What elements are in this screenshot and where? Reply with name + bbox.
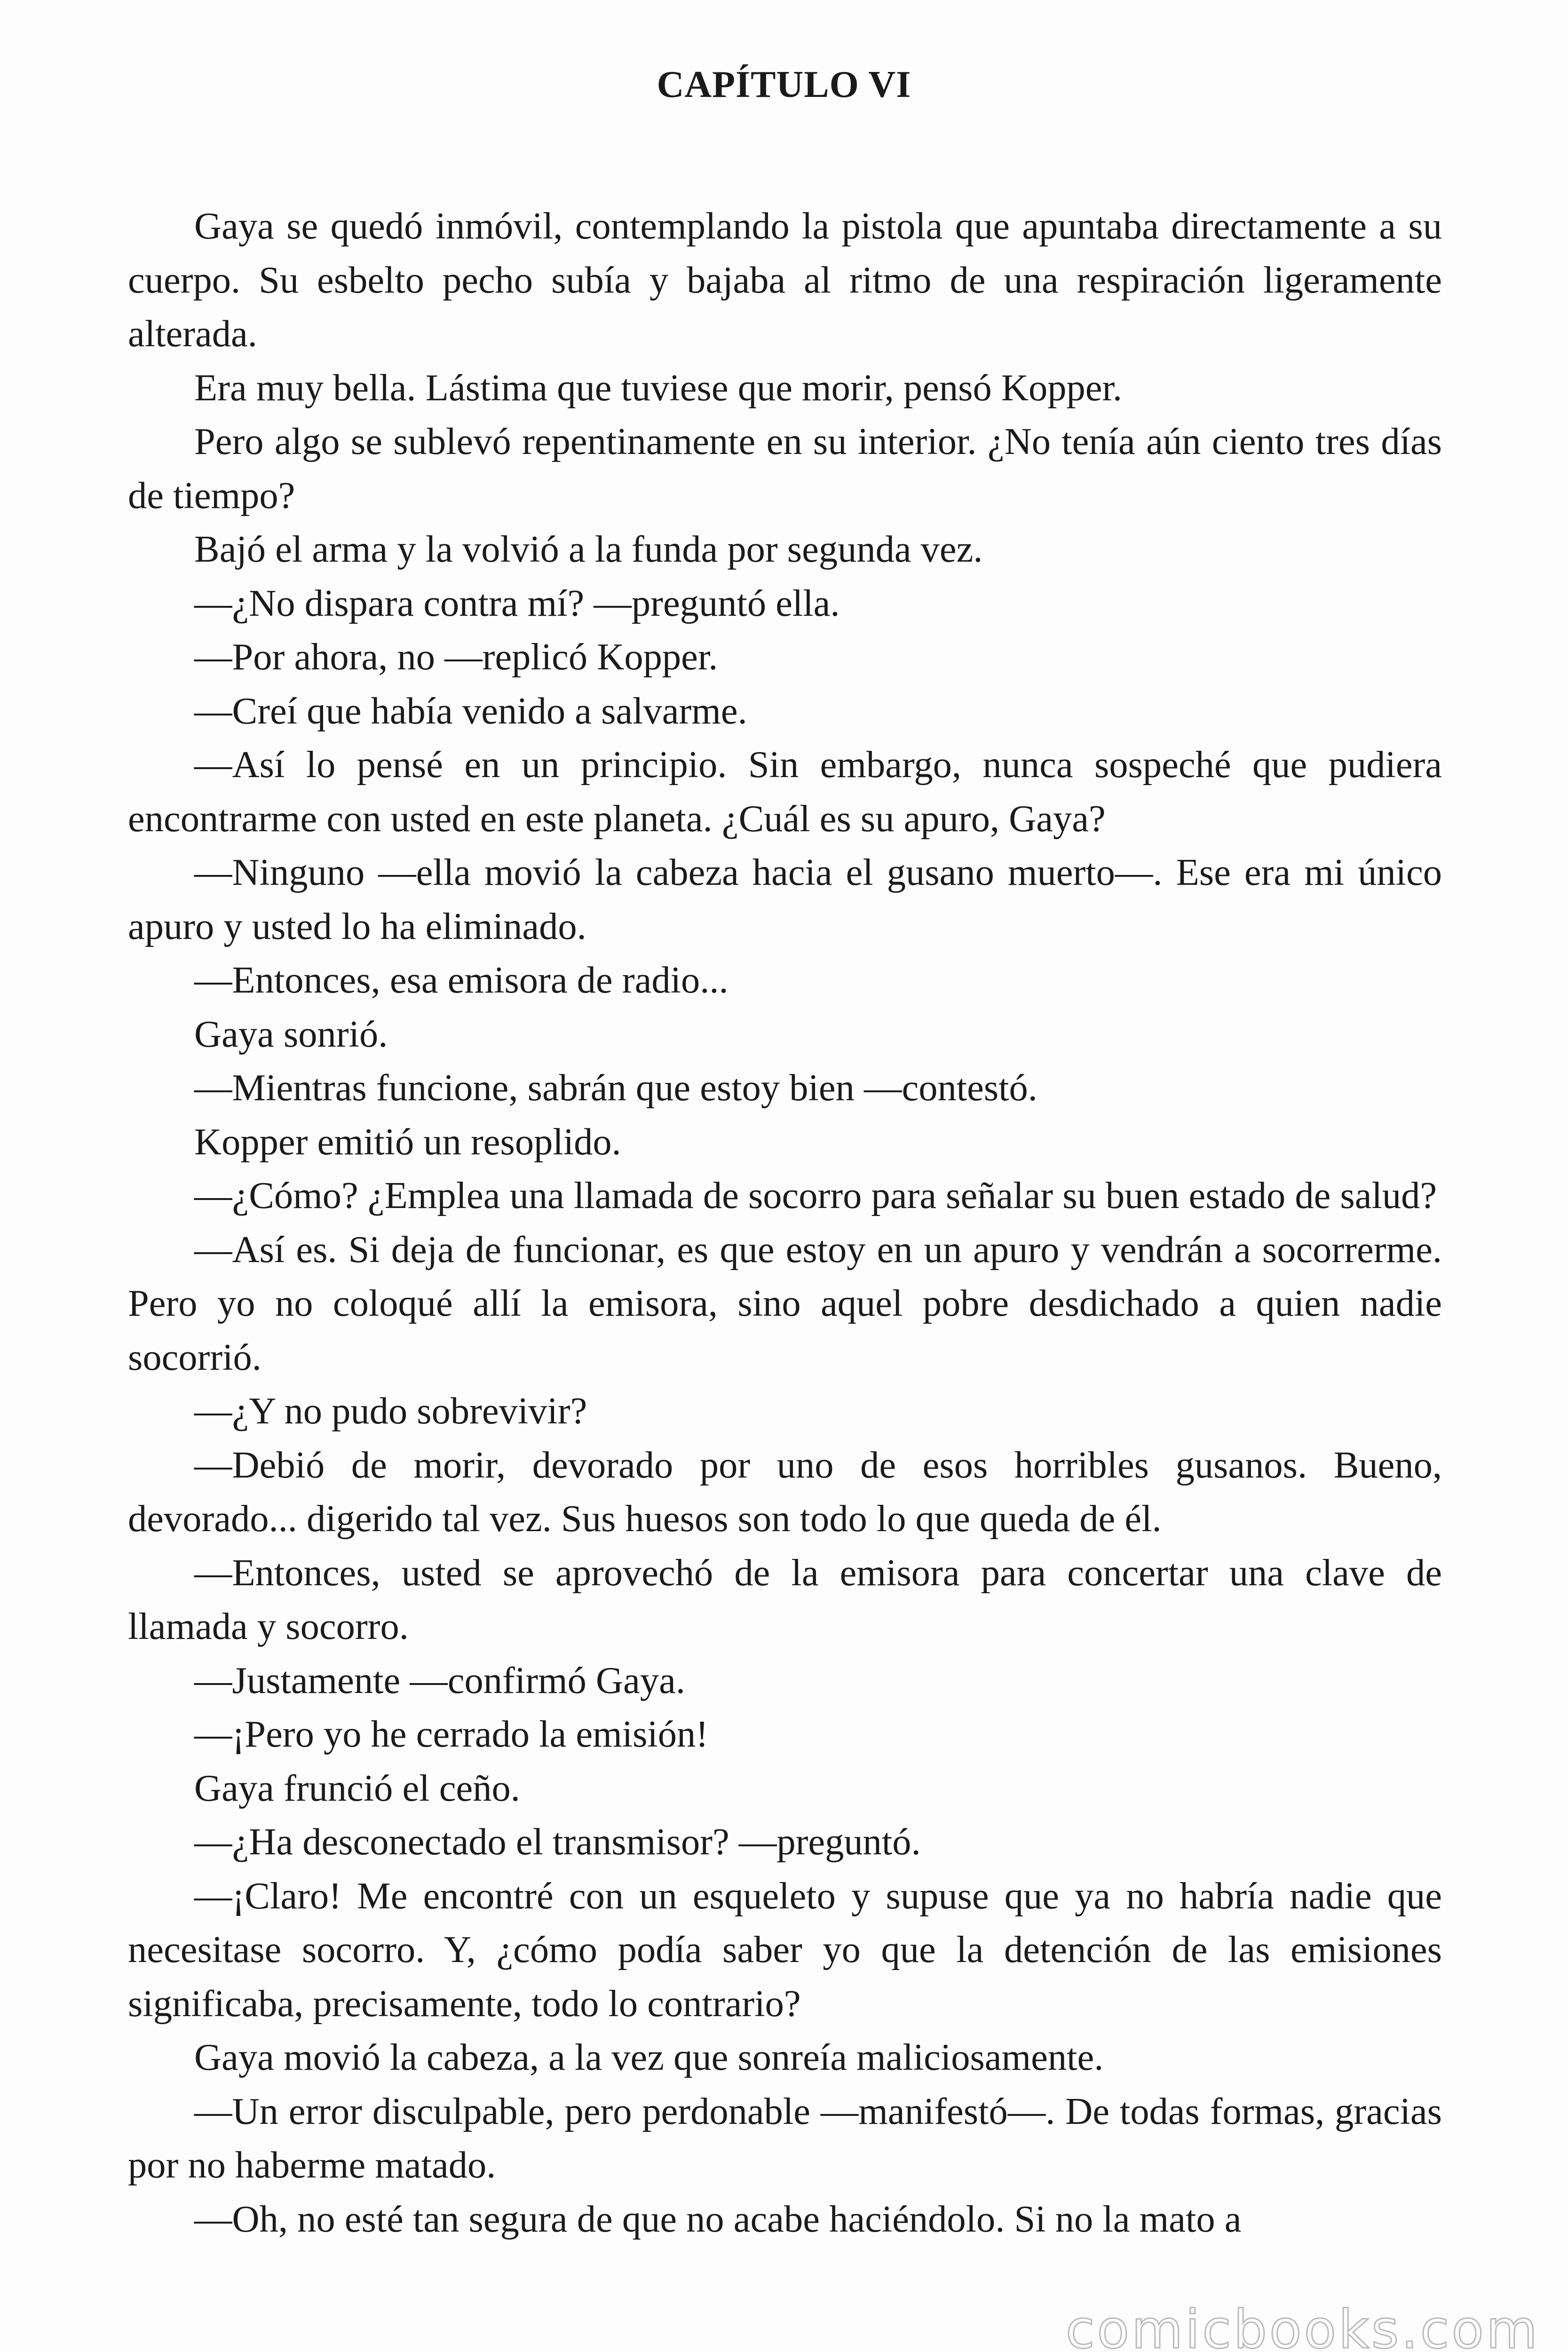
paragraph: Era muy bella. Lástima que tuviese que morir, pensó Kopper. xyxy=(194,366,1122,409)
paragraph: —Debió de morir, devorado por uno de esos horribles gusanos. Bueno, devorado... digerido tal vez. Sus huesos son todo lo que queda de él. xyxy=(128,1444,1442,1540)
paragraph: Gaya se quedó inmóvil, contemplando la pistola que apuntaba directamente a su cuerpo. Su esbelto pecho subía y bajaba al ritmo de una respiración ligeramente alterada. xyxy=(128,205,1442,355)
chapter-title: CAPÍTULO VI xyxy=(657,64,911,105)
paragraph: —¿Y no pudo sobrevivir? xyxy=(194,1390,587,1432)
paragraph: —Mientras funcione, sabrán que estoy bien —contestó. xyxy=(194,1067,1037,1109)
paragraph: Pero algo se sublevó repentinamente en su interior. ¿No tenía aún ciento tres días de tiempo? xyxy=(128,421,1442,516)
paragraph: —Entonces, esa emisora de radio... xyxy=(194,959,729,1001)
paragraph: —¡Pero yo he cerrado la emisión! xyxy=(194,1713,709,1755)
paragraph: —Creí que había venido a salvarme. xyxy=(194,690,747,732)
paragraph: —¿Ha desconectado el transmisor? —preguntó. xyxy=(194,1821,921,1863)
paragraph: —¡Claro! Me encontré con un esqueleto y supuse que ya no habría nadie que necesitase socorro. Y, ¿cómo podía saber yo que la detención de las emisiones significaba, precisamente, todo lo contrario? xyxy=(128,1875,1442,2025)
paragraph: —Ninguno —ella movió la cabeza hacia el gusano muerto—. Ese era mi único apuro y usted lo ha eliminado. xyxy=(128,851,1442,947)
paragraph: —Así es. Si deja de funcionar, es que estoy en un apuro y vendrán a socorrerme. Pero yo no coloqué allí la emisora, sino aquel pobre desdichado a quien nadie socorrió. xyxy=(128,1228,1442,1378)
paragraph: Gaya frunció el ceño. xyxy=(194,1767,520,1809)
paragraph: Bajó el arma y la volvió a la funda por segunda vez. xyxy=(194,528,983,570)
paragraph: Gaya movió la cabeza, a la vez que sonreía maliciosamente. xyxy=(194,2036,1104,2078)
watermark-logo: comicbooks.com xyxy=(1065,2299,1540,2352)
paragraph: —Por ahora, no —replicó Kopper. xyxy=(194,636,718,678)
paragraph: —Oh, no esté tan segura de que no acabe haciéndolo. Si no la mato a xyxy=(194,2198,1242,2240)
paragraph: —¿No dispara contra mí? —preguntó ella. xyxy=(194,582,840,624)
paragraph: —Justamente —confirmó Gaya. xyxy=(194,1659,685,1701)
paragraph: —Un error disculpable, pero perdonable —manifestó—. De todas formas, gracias por no haberme matado. xyxy=(128,2090,1442,2186)
paragraph: Gaya sonrió. xyxy=(194,1013,388,1055)
chapter-body xyxy=(128,199,1442,2246)
paragraph: —¿Cómo? ¿Emplea una llamada de socorro para señalar su buen estado de salud? xyxy=(194,1175,1437,1216)
paragraph: Kopper emitió un resoplido. xyxy=(194,1120,621,1163)
paragraph: —Entonces, usted se aprovechó de la emisora para concertar una clave de llamada y socorro. xyxy=(128,1551,1442,1647)
paragraph: —Así lo pensé en un principio. Sin embargo, nunca sospeché que pudiera encontrarme con usted en este planeta. ¿Cuál es su apuro, Gaya? xyxy=(128,744,1442,840)
